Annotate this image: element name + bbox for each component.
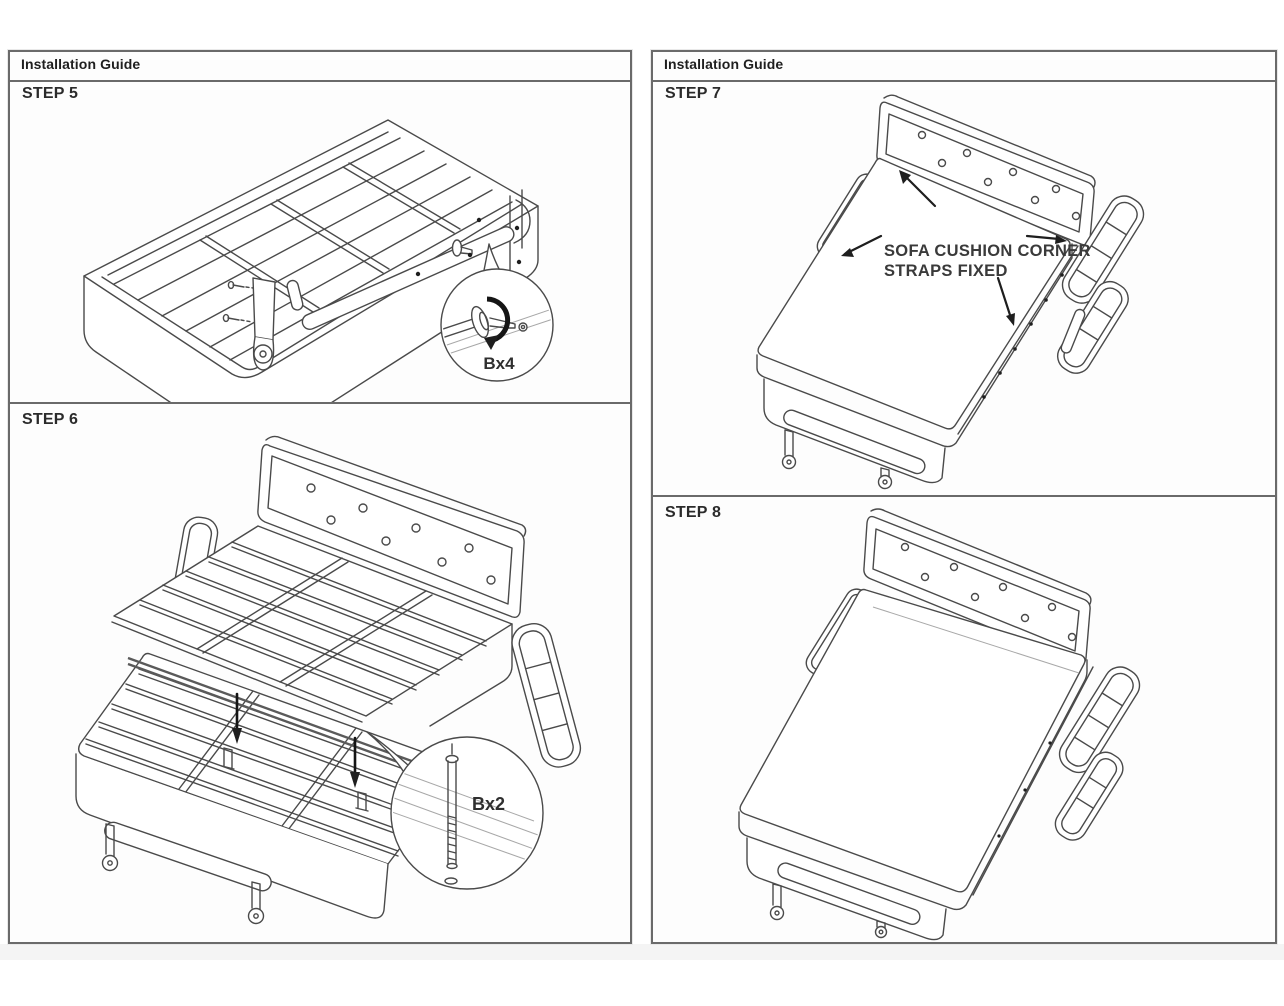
step8-section [653, 497, 1275, 942]
left-guide-page [8, 50, 632, 944]
bx4-label: Bx4 [483, 354, 515, 373]
step7-label: STEP 7 [665, 85, 722, 102]
step7-section [653, 78, 1275, 497]
installation-guide-title: Installation Guide [664, 56, 784, 72]
installation-guide-title: Installation Guide [21, 56, 141, 72]
bx2-callout [367, 732, 544, 889]
page-bottom-shade [0, 944, 1284, 960]
right-guide-page [651, 50, 1277, 944]
step6-label: STEP 6 [22, 411, 79, 428]
step8-drawing [653, 497, 1275, 942]
bx2-label: Bx2 [472, 794, 506, 814]
step6-section [10, 404, 630, 942]
step5-section [10, 78, 630, 404]
right-armrest [508, 620, 584, 771]
step5-label: STEP 5 [22, 85, 79, 102]
cushion-straps-note-line2: STRAPS FIXED [884, 262, 1008, 280]
step7-drawing [653, 78, 1275, 495]
step8-label: STEP 8 [665, 504, 722, 521]
cushion-straps-note-line1: SOFA CUSHION CORNER [884, 242, 1091, 260]
leg-bracket [253, 278, 275, 370]
step6-drawing [10, 404, 630, 942]
step5-drawing [10, 78, 630, 402]
